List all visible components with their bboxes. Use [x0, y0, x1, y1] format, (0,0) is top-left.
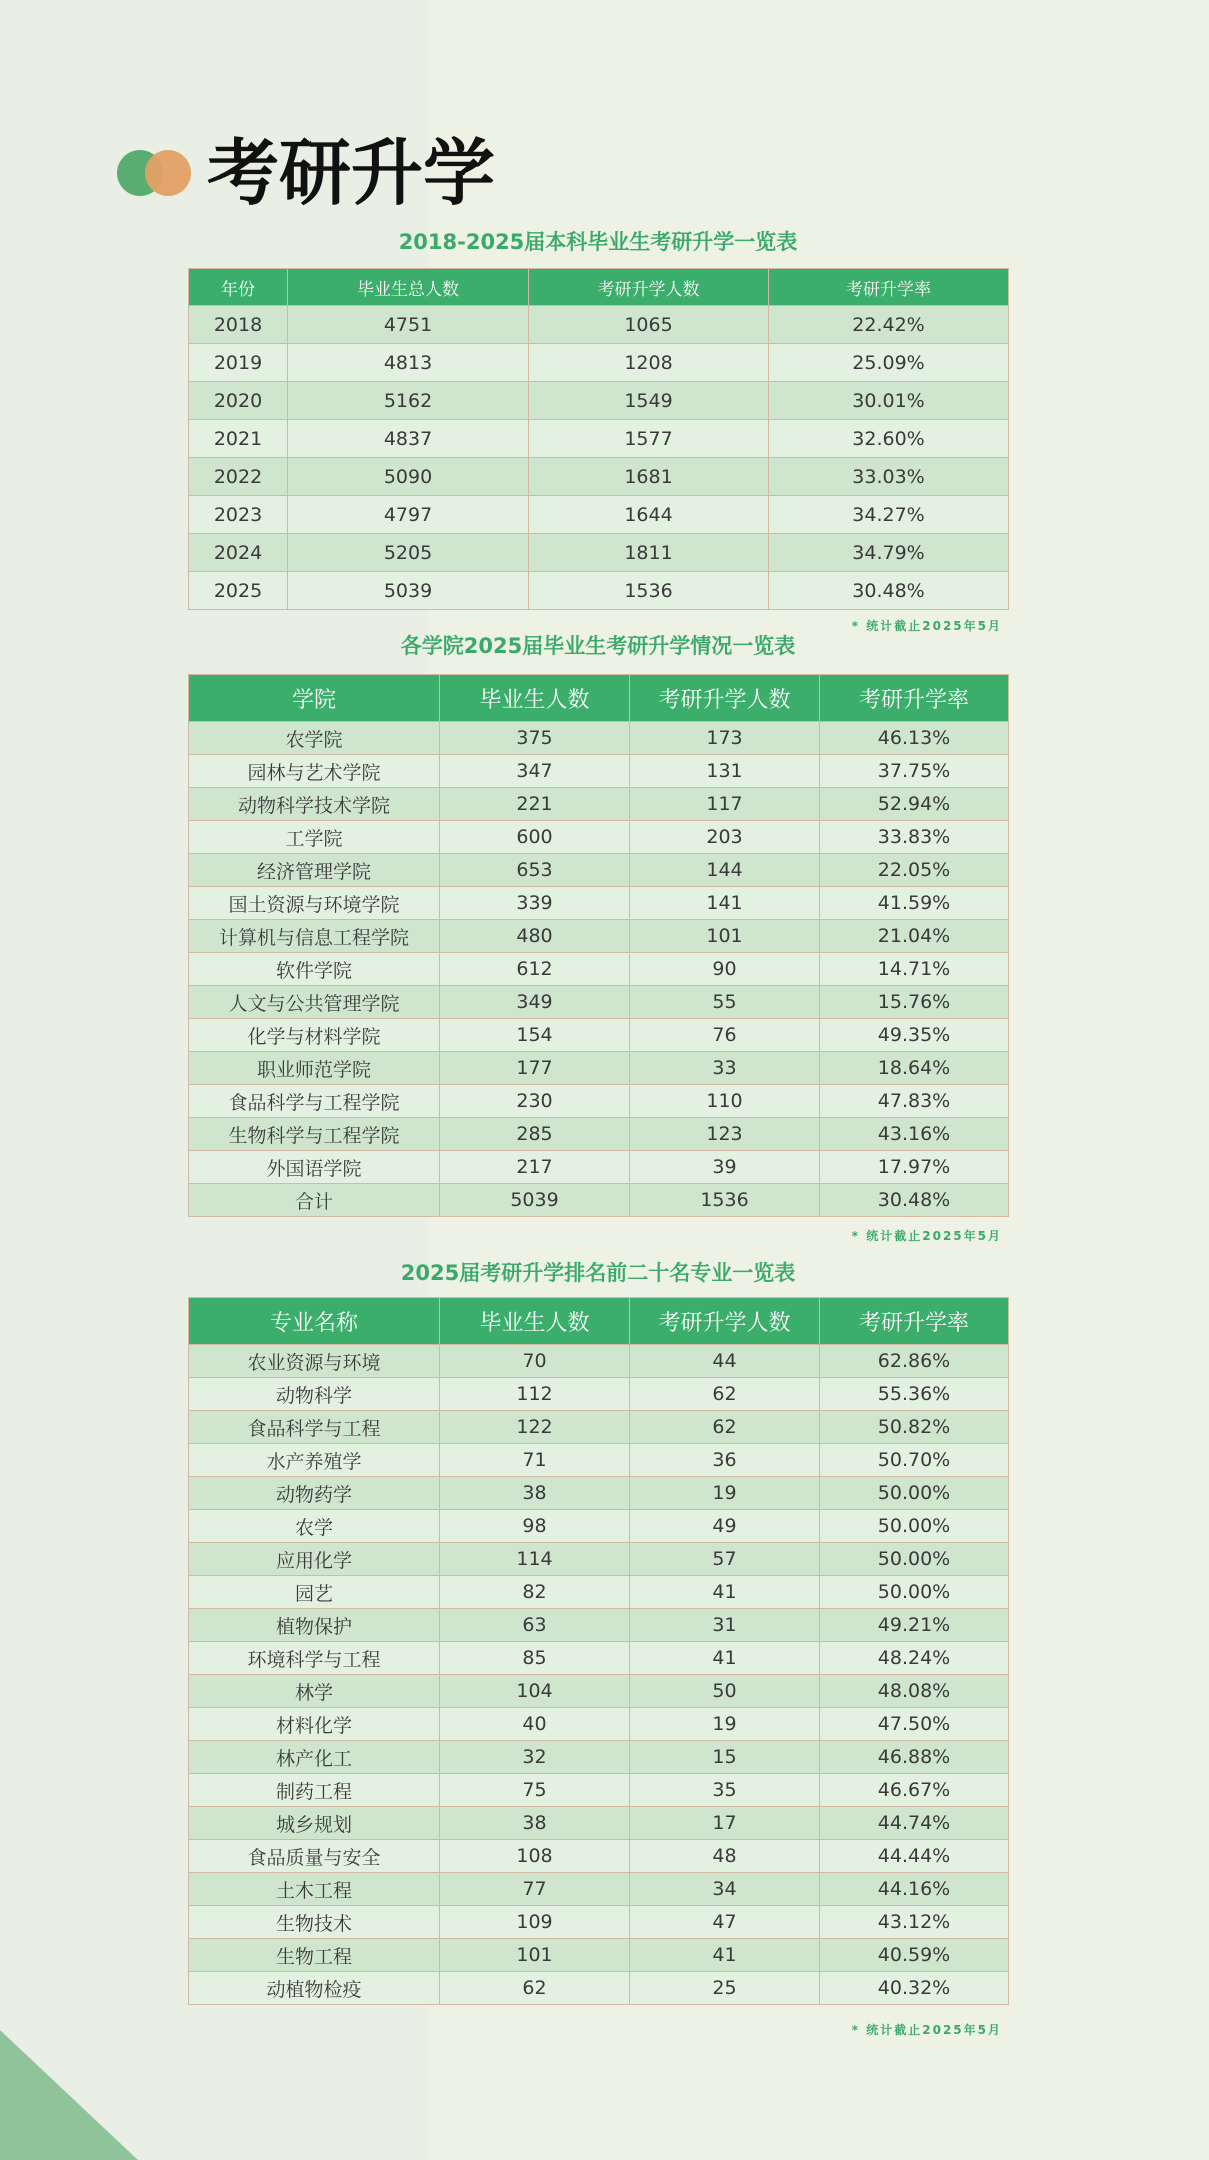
graduates-cell: 4751 [288, 306, 529, 344]
header-cell: 毕业生人数 [440, 675, 630, 722]
year-cell: 2021 [189, 420, 288, 458]
admitted-cell: 76 [630, 1019, 820, 1052]
rate-cell: 21.04% [820, 920, 1009, 953]
graduates-cell: 71 [440, 1444, 630, 1477]
college-cell: 职业师范学院 [189, 1052, 440, 1085]
college-cell: 合计 [189, 1184, 440, 1217]
admitted-cell: 62 [630, 1378, 820, 1411]
admitted-cell: 1681 [529, 458, 769, 496]
graduates-cell: 230 [440, 1085, 630, 1118]
graduates-cell: 114 [440, 1543, 630, 1576]
graduates-cell: 38 [440, 1807, 630, 1840]
rate-cell: 41.59% [820, 887, 1009, 920]
major-cell: 农学 [189, 1510, 440, 1543]
rate-cell: 18.64% [820, 1052, 1009, 1085]
table-row [189, 1052, 1009, 1085]
admitted-cell: 110 [630, 1085, 820, 1118]
rate-cell: 52.94% [820, 788, 1009, 821]
major-cell: 林学 [189, 1675, 440, 1708]
rate-cell: 43.12% [820, 1906, 1009, 1939]
major-cell: 林产化工 [189, 1741, 440, 1774]
graduates-cell: 62 [440, 1972, 630, 2005]
major-cell: 植物保护 [189, 1609, 440, 1642]
table-row [189, 1151, 1009, 1184]
table-row [189, 1378, 1009, 1411]
admitted-cell: 50 [630, 1675, 820, 1708]
table-row [189, 722, 1009, 755]
college-cell: 动物科学技术学院 [189, 788, 440, 821]
graduates-cell: 600 [440, 821, 630, 854]
graduates-cell: 4797 [288, 496, 529, 534]
admitted-cell: 117 [630, 788, 820, 821]
rate-cell: 50.82% [820, 1411, 1009, 1444]
admitted-cell: 141 [630, 887, 820, 920]
college-cell: 园林与艺术学院 [189, 755, 440, 788]
orange-circle-icon [145, 150, 191, 196]
graduates-cell: 104 [440, 1675, 630, 1708]
admitted-cell: 33 [630, 1052, 820, 1085]
admitted-cell: 19 [630, 1708, 820, 1741]
graduates-cell: 221 [440, 788, 630, 821]
rate-cell: 25.09% [769, 344, 1009, 382]
year-cell: 2020 [189, 382, 288, 420]
admitted-cell: 1577 [529, 420, 769, 458]
table-header-row [189, 269, 1009, 306]
graduates-cell: 40 [440, 1708, 630, 1741]
table-row [189, 755, 1009, 788]
admitted-cell: 1549 [529, 382, 769, 420]
major-cell: 动物科学 [189, 1378, 440, 1411]
table-row [189, 1543, 1009, 1576]
graduates-cell: 77 [440, 1873, 630, 1906]
table-row [189, 1906, 1009, 1939]
college-cell: 经济管理学院 [189, 854, 440, 887]
table-row [189, 458, 1009, 496]
graduates-cell: 5039 [288, 572, 529, 610]
major-cell: 制药工程 [189, 1774, 440, 1807]
table-row [189, 344, 1009, 382]
graduates-cell: 177 [440, 1052, 630, 1085]
graduates-cell: 480 [440, 920, 630, 953]
admitted-cell: 90 [630, 953, 820, 986]
table-row [189, 1807, 1009, 1840]
total-row [189, 1184, 1009, 1217]
table-row [189, 1411, 1009, 1444]
graduates-cell: 109 [440, 1906, 630, 1939]
year-cell: 2024 [189, 534, 288, 572]
major-cell: 材料化学 [189, 1708, 440, 1741]
admitted-cell: 19 [630, 1477, 820, 1510]
rate-cell: 33.03% [769, 458, 1009, 496]
major-cell: 食品科学与工程 [189, 1411, 440, 1444]
college-cell: 人文与公共管理学院 [189, 986, 440, 1019]
college-cell: 工学院 [189, 821, 440, 854]
graduates-cell: 4837 [288, 420, 529, 458]
admitted-cell: 1208 [529, 344, 769, 382]
college-cell: 外国语学院 [189, 1151, 440, 1184]
major-cell: 动植物检疫 [189, 1972, 440, 2005]
table-row [189, 986, 1009, 1019]
rate-cell: 30.48% [769, 572, 1009, 610]
table-row [189, 572, 1009, 610]
graduates-cell: 38 [440, 1477, 630, 1510]
table3-note: * 统计截止2025年5月 [851, 2023, 1002, 2037]
table3-title: 2025届考研升学排名前二十名专业一览表 [400, 1261, 796, 1285]
admitted-cell: 1811 [529, 534, 769, 572]
rate-cell: 44.74% [820, 1807, 1009, 1840]
header-cell: 考研升学率 [820, 675, 1009, 722]
graduates-cell: 653 [440, 854, 630, 887]
major-cell: 园艺 [189, 1576, 440, 1609]
rate-cell: 62.86% [820, 1345, 1009, 1378]
college-cell: 化学与材料学院 [189, 1019, 440, 1052]
table2-title: 各学院2025届毕业生考研升学情况一览表 [400, 634, 796, 658]
rate-cell: 46.67% [820, 1774, 1009, 1807]
page-title: 考研升学 [207, 130, 496, 215]
table-row [189, 1085, 1009, 1118]
college-cell: 生物科学与工程学院 [189, 1118, 440, 1151]
rate-cell: 37.75% [820, 755, 1009, 788]
major-cell: 食品质量与安全 [189, 1840, 440, 1873]
graduates-cell: 98 [440, 1510, 630, 1543]
rate-cell: 30.48% [820, 1184, 1009, 1217]
table-row [189, 1477, 1009, 1510]
admitted-cell: 1536 [630, 1184, 820, 1217]
rate-cell: 46.88% [820, 1741, 1009, 1774]
major-cell: 动物药学 [189, 1477, 440, 1510]
table-row [189, 382, 1009, 420]
table2-note: * 统计截止2025年5月 [851, 1229, 1002, 1243]
graduates-cell: 5090 [288, 458, 529, 496]
header-cell: 专业名称 [189, 1298, 440, 1345]
rate-cell: 44.44% [820, 1840, 1009, 1873]
table-row [189, 1118, 1009, 1151]
header-cell: 年份 [189, 269, 288, 306]
graduates-cell: 4813 [288, 344, 529, 382]
table-row [189, 854, 1009, 887]
rate-cell: 50.00% [820, 1510, 1009, 1543]
header-cell: 考研升学人数 [529, 269, 769, 306]
rate-cell: 34.27% [769, 496, 1009, 534]
graduates-cell: 285 [440, 1118, 630, 1151]
admitted-cell: 41 [630, 1939, 820, 1972]
college-table [188, 674, 1009, 1217]
college-cell: 国土资源与环境学院 [189, 887, 440, 920]
header-cell: 学院 [189, 675, 440, 722]
header-cell: 毕业生总人数 [288, 269, 529, 306]
table-row [189, 496, 1009, 534]
graduates-cell: 108 [440, 1840, 630, 1873]
admitted-cell: 203 [630, 821, 820, 854]
header-cell: 考研升学率 [820, 1298, 1009, 1345]
table-row [189, 1510, 1009, 1543]
table-row [189, 1642, 1009, 1675]
header-cell: 考研升学人数 [630, 675, 820, 722]
graduates-cell: 82 [440, 1576, 630, 1609]
year-cell: 2025 [189, 572, 288, 610]
graduates-cell: 32 [440, 1741, 630, 1774]
table-row [189, 821, 1009, 854]
rate-cell: 50.00% [820, 1477, 1009, 1510]
year-cell: 2023 [189, 496, 288, 534]
rate-cell: 46.13% [820, 722, 1009, 755]
table-row [189, 953, 1009, 986]
table-header-row [189, 675, 1009, 722]
table-row [189, 887, 1009, 920]
graduates-cell: 122 [440, 1411, 630, 1444]
rate-cell: 48.24% [820, 1642, 1009, 1675]
college-cell: 计算机与信息工程学院 [189, 920, 440, 953]
table-row [189, 1873, 1009, 1906]
rate-cell: 44.16% [820, 1873, 1009, 1906]
rate-cell: 49.21% [820, 1609, 1009, 1642]
rate-cell: 17.97% [820, 1151, 1009, 1184]
admitted-cell: 101 [630, 920, 820, 953]
major-cell: 生物工程 [189, 1939, 440, 1972]
admitted-cell: 48 [630, 1840, 820, 1873]
major-cell: 应用化学 [189, 1543, 440, 1576]
rate-cell: 47.83% [820, 1085, 1009, 1118]
graduates-cell: 347 [440, 755, 630, 788]
rate-cell: 32.60% [769, 420, 1009, 458]
table-row [189, 1444, 1009, 1477]
major-cell: 农业资源与环境 [189, 1345, 440, 1378]
admitted-cell: 173 [630, 722, 820, 755]
graduates-cell: 112 [440, 1378, 630, 1411]
admitted-cell: 36 [630, 1444, 820, 1477]
table-row [189, 920, 1009, 953]
year-cell: 2018 [189, 306, 288, 344]
year-cell: 2019 [189, 344, 288, 382]
graduates-cell: 85 [440, 1642, 630, 1675]
admitted-cell: 41 [630, 1642, 820, 1675]
admitted-cell: 131 [630, 755, 820, 788]
table-row [189, 1708, 1009, 1741]
table-row [189, 1675, 1009, 1708]
table-row [189, 1774, 1009, 1807]
header-cell: 考研升学率 [769, 269, 1009, 306]
admitted-cell: 47 [630, 1906, 820, 1939]
admitted-cell: 39 [630, 1151, 820, 1184]
table-row [189, 1345, 1009, 1378]
header-cell: 毕业生人数 [440, 1298, 630, 1345]
corner-decoration [0, 2030, 138, 2160]
admitted-cell: 1644 [529, 496, 769, 534]
admitted-cell: 41 [630, 1576, 820, 1609]
admitted-cell: 123 [630, 1118, 820, 1151]
rate-cell: 30.01% [769, 382, 1009, 420]
rate-cell: 43.16% [820, 1118, 1009, 1151]
table-row [189, 1609, 1009, 1642]
rate-cell: 47.50% [820, 1708, 1009, 1741]
major-cell: 生物技术 [189, 1906, 440, 1939]
admitted-cell: 31 [630, 1609, 820, 1642]
rate-cell: 34.79% [769, 534, 1009, 572]
rate-cell: 49.35% [820, 1019, 1009, 1052]
rate-cell: 15.76% [820, 986, 1009, 1019]
graduates-cell: 101 [440, 1939, 630, 1972]
rate-cell: 55.36% [820, 1378, 1009, 1411]
table-row [189, 1741, 1009, 1774]
rate-cell: 50.70% [820, 1444, 1009, 1477]
graduates-cell: 217 [440, 1151, 630, 1184]
admitted-cell: 55 [630, 986, 820, 1019]
header-cell: 考研升学人数 [630, 1298, 820, 1345]
table-row [189, 788, 1009, 821]
admitted-cell: 35 [630, 1774, 820, 1807]
table-row [189, 534, 1009, 572]
rate-cell: 50.00% [820, 1543, 1009, 1576]
major-cell: 水产养殖学 [189, 1444, 440, 1477]
major-cell: 城乡规划 [189, 1807, 440, 1840]
graduates-cell: 5039 [440, 1184, 630, 1217]
table-row [189, 1840, 1009, 1873]
major-cell: 环境科学与工程 [189, 1642, 440, 1675]
table-row [189, 1576, 1009, 1609]
table-header-row [189, 1298, 1009, 1345]
graduates-cell: 349 [440, 986, 630, 1019]
rate-cell: 48.08% [820, 1675, 1009, 1708]
admitted-cell: 57 [630, 1543, 820, 1576]
college-cell: 农学院 [189, 722, 440, 755]
major-cell: 土木工程 [189, 1873, 440, 1906]
college-cell: 食品科学与工程学院 [189, 1085, 440, 1118]
graduates-cell: 5205 [288, 534, 529, 572]
admitted-cell: 144 [630, 854, 820, 887]
admitted-cell: 1536 [529, 572, 769, 610]
table-row [189, 1019, 1009, 1052]
rate-cell: 50.00% [820, 1576, 1009, 1609]
admitted-cell: 62 [630, 1411, 820, 1444]
admitted-cell: 25 [630, 1972, 820, 2005]
rate-cell: 14.71% [820, 953, 1009, 986]
graduates-cell: 339 [440, 887, 630, 920]
graduates-cell: 75 [440, 1774, 630, 1807]
table1-note: * 统计截止2025年5月 [851, 619, 1002, 633]
table1-title: 2018-2025届本科毕业生考研升学一览表 [398, 230, 798, 254]
graduates-cell: 612 [440, 953, 630, 986]
graduates-cell: 5162 [288, 382, 529, 420]
rate-cell: 22.42% [769, 306, 1009, 344]
graduates-cell: 63 [440, 1609, 630, 1642]
major-table [188, 1297, 1009, 2005]
graduates-cell: 154 [440, 1019, 630, 1052]
admitted-cell: 15 [630, 1741, 820, 1774]
table-row [189, 1939, 1009, 1972]
year-cell: 2022 [189, 458, 288, 496]
admitted-cell: 34 [630, 1873, 820, 1906]
rate-cell: 40.32% [820, 1972, 1009, 2005]
rate-cell: 22.05% [820, 854, 1009, 887]
graduates-cell: 70 [440, 1345, 630, 1378]
admitted-cell: 44 [630, 1345, 820, 1378]
rate-cell: 40.59% [820, 1939, 1009, 1972]
admitted-cell: 1065 [529, 306, 769, 344]
college-cell: 软件学院 [189, 953, 440, 986]
table-row [189, 1972, 1009, 2005]
table-row [189, 420, 1009, 458]
table-row [189, 306, 1009, 344]
rate-cell: 33.83% [820, 821, 1009, 854]
admitted-cell: 17 [630, 1807, 820, 1840]
graduates-cell: 375 [440, 722, 630, 755]
yearly-table [188, 268, 1009, 610]
admitted-cell: 49 [630, 1510, 820, 1543]
